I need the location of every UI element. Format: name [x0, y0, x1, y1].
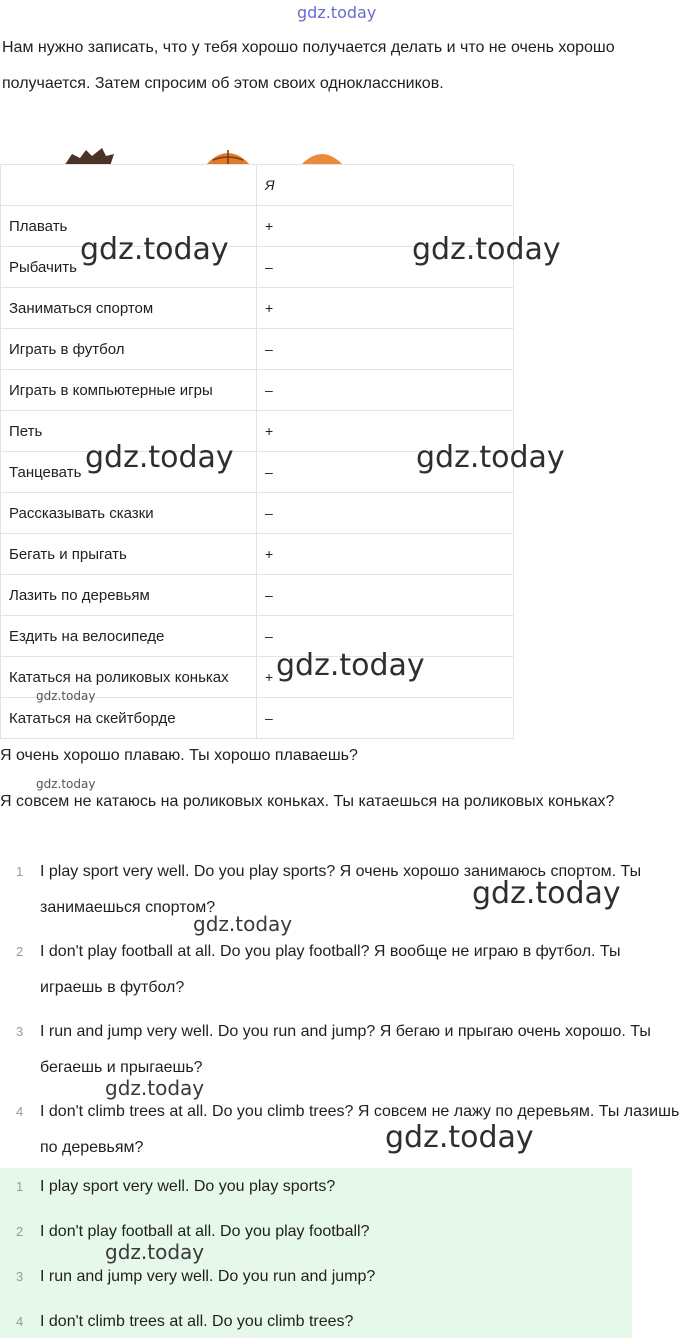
activity-cell: Рыбачить	[1, 247, 257, 288]
mark-cell: +	[257, 657, 514, 698]
mark-cell: –	[257, 575, 514, 616]
table-header-row	[1, 165, 514, 206]
list-item	[0, 934, 680, 1006]
list-item	[0, 1299, 680, 1344]
item-number: 4	[16, 1314, 24, 1329]
mark-cell: +	[257, 534, 514, 575]
mark-cell: –	[257, 247, 514, 288]
item-text: I don't play football at all. Do you play football? Я вообще не играю в футбол. Ты играешь в футбол?	[40, 943, 621, 996]
mark-cell: –	[257, 452, 514, 493]
watermark: gdz.today	[36, 777, 96, 791]
list-item	[0, 1209, 680, 1254]
activity-cell: Кататься на роликовых коньках	[1, 657, 257, 698]
item-number: 2	[16, 944, 24, 959]
item-text: I play sport very well. Do you play sports?	[40, 1178, 336, 1195]
item-text: I don't play football at all. Do you play football?	[40, 1223, 370, 1240]
item-text: I play sport very well. Do you play sports? Я очень хорошо занимаюсь спортом. Ты занимаешься спортом?	[40, 863, 642, 916]
item-text: I run and jump very well. Do you run and jump? Я бегаю и прыгаю очень хорошо. Ты бегаешь и прыгаешь?	[40, 1023, 651, 1076]
intro-text: Нам нужно записать, что у тебя хорошо получается делать и что не очень хорошо получается. Затем спросим об этом своих одноклассников.	[2, 39, 615, 92]
activity-cell: Лазить по деревьям	[1, 575, 257, 616]
mark-cell: –	[257, 329, 514, 370]
item-number: 3	[16, 1269, 24, 1284]
table-row	[1, 329, 514, 370]
item-number: 1	[16, 864, 24, 879]
mark-cell: –	[257, 493, 514, 534]
list-item	[0, 1254, 680, 1299]
watermark: gdz.today	[472, 876, 621, 911]
example-sentence: Я очень хорошо плаваю. Ты хорошо плаваешь?	[0, 747, 358, 764]
watermark: gdz.today	[105, 1076, 205, 1100]
watermark: gdz.today	[297, 3, 377, 22]
table-row	[1, 288, 514, 329]
mark-cell: +	[257, 411, 514, 452]
watermark: gdz.today	[385, 1120, 534, 1155]
activity-cell: Кататься на скейтборде	[1, 698, 257, 739]
watermark: gdz.today	[80, 232, 229, 267]
header-cell: Я	[257, 165, 514, 206]
mark-cell: –	[257, 370, 514, 411]
item-number: 1	[16, 1179, 24, 1194]
item-text: I don't climb trees at all. Do you climb trees?	[40, 1313, 354, 1330]
list-item	[0, 1094, 680, 1166]
activity-cell: Заниматься спортом	[1, 288, 257, 329]
activity-cell: Танцевать	[1, 452, 257, 493]
item-text: I don't climb trees at all. Do you climb trees? Я совсем не лажу по деревьям. Ты лазишь по деревьям?	[40, 1103, 680, 1156]
activity-cell: Бегать и прыгать	[1, 534, 257, 575]
table-row	[1, 370, 514, 411]
mark-cell: +	[257, 206, 514, 247]
mark-cell: –	[257, 698, 514, 739]
list-item	[0, 1164, 680, 1209]
watermark: gdz.today	[105, 1240, 205, 1264]
activity-cell: Играть в компьютерные игры	[1, 370, 257, 411]
table-row	[1, 575, 514, 616]
watermark: gdz.today	[36, 689, 96, 703]
header-cell	[1, 165, 257, 206]
watermark: gdz.today	[85, 440, 234, 475]
watermark: gdz.today	[276, 648, 425, 683]
item-number: 4	[16, 1104, 24, 1119]
item-number: 2	[16, 1224, 24, 1239]
activity-cell: Рассказывать сказки	[1, 493, 257, 534]
table-row	[1, 616, 514, 657]
list-item	[0, 1014, 680, 1086]
answers-panel	[0, 1168, 632, 1338]
answers-list	[0, 1164, 680, 1344]
watermark: gdz.today	[412, 232, 561, 267]
mark-cell: –	[257, 616, 514, 657]
watermark: gdz.today	[193, 912, 293, 936]
example-sentence: Я совсем не катаюсь на роликовых коньках. Ты катаешься на роликовых коньках?	[0, 793, 615, 810]
watermark: gdz.today	[416, 440, 565, 475]
activity-cell: Ездить на велосипеде	[1, 616, 257, 657]
table-row	[1, 493, 514, 534]
table-row	[1, 534, 514, 575]
item-text: I run and jump very well. Do you run and jump?	[40, 1268, 376, 1285]
table-row	[1, 698, 514, 739]
activity-cell: Играть в футбол	[1, 329, 257, 370]
item-number: 3	[16, 1024, 24, 1039]
mark-cell: +	[257, 288, 514, 329]
activity-cell: Петь	[1, 411, 257, 452]
activity-cell: Плавать	[1, 206, 257, 247]
